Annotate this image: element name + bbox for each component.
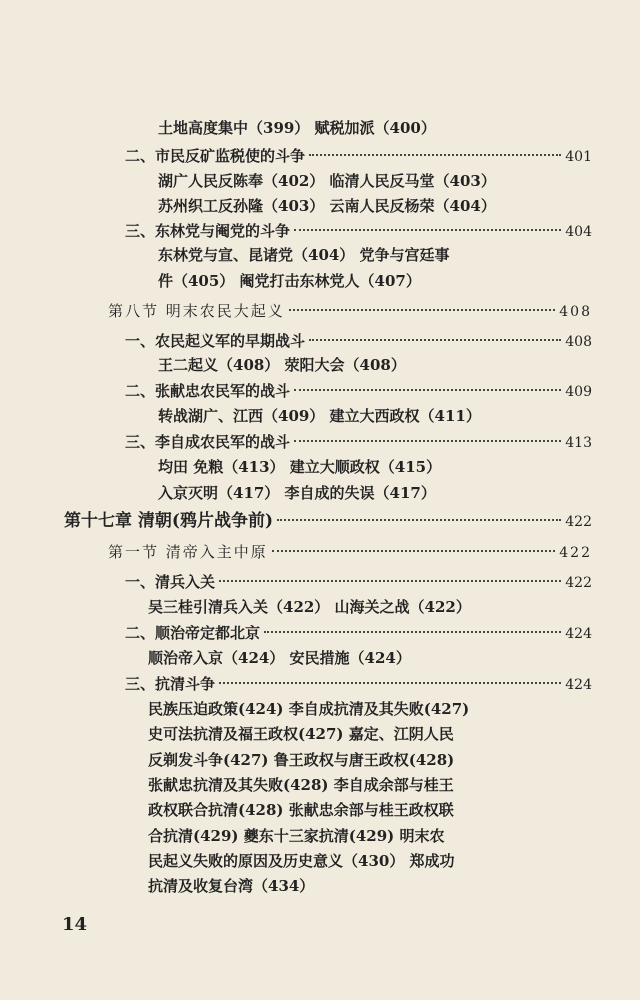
toc-entry: 均田 免粮（413） 建立大顺政权（415） xyxy=(158,458,442,476)
leader-dots xyxy=(219,580,561,582)
toc-heading-title: 二、市民反矿监税使的斗争 xyxy=(125,147,306,165)
toc-entry: 史可法抗清及福王政权(427) 嘉定、江阴人民 xyxy=(148,725,454,743)
toc-page-ref: 409 xyxy=(565,384,592,400)
toc-heading xyxy=(125,381,592,402)
toc-heading xyxy=(125,221,592,242)
leader-dots xyxy=(309,154,561,156)
toc-section xyxy=(108,542,592,563)
toc-heading xyxy=(125,432,592,453)
toc-heading-title: 三、李自成农民军的战斗 xyxy=(125,433,291,451)
toc-heading-title: 第十七章 清朝(鸦片战争前) xyxy=(64,511,274,531)
toc-heading xyxy=(125,331,592,352)
leader-dots xyxy=(277,519,561,521)
toc-entry: 民起义失败的原因及历史意义（430） 郑成功 xyxy=(148,852,455,870)
toc-heading-title: 一、清兵入关 xyxy=(125,573,216,591)
toc-heading xyxy=(125,674,592,695)
toc-heading-title: 二、张献忠农民军的战斗 xyxy=(125,382,291,400)
toc-heading xyxy=(125,572,592,593)
toc-section xyxy=(108,301,592,322)
toc-entry: 转战湖广、江西（409） 建立大西政权（411） xyxy=(158,407,481,425)
toc-heading-title: 三、东林党与阉党的斗争 xyxy=(125,222,291,240)
toc-page-ref: 404 xyxy=(565,224,592,240)
toc-heading xyxy=(125,146,592,167)
toc-page-ref: 424 xyxy=(565,626,592,642)
toc-entry: 入京灭明（417） 李自成的失误（417） xyxy=(158,484,436,502)
leader-dots xyxy=(289,309,555,311)
toc-entry: 东林党与宣、昆诸党（404） 党争与宫廷事 xyxy=(158,246,450,264)
leader-dots xyxy=(272,550,555,552)
toc-heading xyxy=(125,623,592,644)
leader-dots xyxy=(294,229,561,231)
toc-heading-title: 第八节 明末农民大起义 xyxy=(108,302,285,320)
toc-entry: 抗清及收复台湾（434） xyxy=(148,877,315,895)
toc-entry: 合抗清(429) 夔东十三家抗清(429) 明末农 xyxy=(148,827,445,845)
toc-page-ref: 424 xyxy=(565,677,592,693)
leader-dots xyxy=(264,631,561,633)
toc-entry: 湖广人民反陈奉（402） 临清人民反马堂（403） xyxy=(158,172,496,190)
leader-dots xyxy=(219,682,561,684)
toc-page-ref: 401 xyxy=(565,149,592,165)
toc-entry: 件（405） 阉党打击东林党人（407） xyxy=(158,272,421,290)
toc-heading-title: 第一节 清帝入主中原 xyxy=(108,543,268,561)
toc-entry: 民族压迫政策(424) 李自成抗清及其失败(427) xyxy=(148,700,470,718)
toc-entry: 反剃发斗争(427) 鲁王政权与唐王政权(428) xyxy=(148,751,455,769)
toc-page-ref: 422 xyxy=(559,545,592,561)
toc-page-ref: 422 xyxy=(565,575,592,591)
toc-chapter xyxy=(64,511,592,532)
toc-entry: 吴三桂引清兵入关（422） 山海关之战（422） xyxy=(148,598,471,616)
toc-page-ref: 413 xyxy=(565,435,592,451)
toc-heading-title: 一、农民起义军的早期战斗 xyxy=(125,332,306,350)
toc-entry: 顺治帝入京（424） 安民措施（424） xyxy=(148,649,411,667)
toc-page-ref: 408 xyxy=(565,334,592,350)
toc-entry: 土地高度集中（399） 赋税加派（400） xyxy=(158,119,436,137)
toc-heading-title: 三、抗清斗争 xyxy=(125,675,216,693)
leader-dots xyxy=(294,389,561,391)
page-number: 14 xyxy=(62,914,88,935)
leader-dots xyxy=(294,440,561,442)
leader-dots xyxy=(309,339,561,341)
toc-page-ref: 408 xyxy=(559,304,592,320)
toc-heading-title: 二、顺治帝定都北京 xyxy=(125,624,261,642)
toc-entry: 张献忠抗清及其失败(428) 李自成余部与桂王 xyxy=(148,776,454,794)
toc-entry: 王二起义（408） 荥阳大会（408） xyxy=(158,356,406,374)
toc-entry: 政权联合抗清(428) 张献忠余部与桂王政权联 xyxy=(148,801,454,819)
toc-page-ref: 422 xyxy=(565,514,592,530)
toc-entry: 苏州织工反孙隆（403） 云南人民反杨荣（404） xyxy=(158,197,496,215)
